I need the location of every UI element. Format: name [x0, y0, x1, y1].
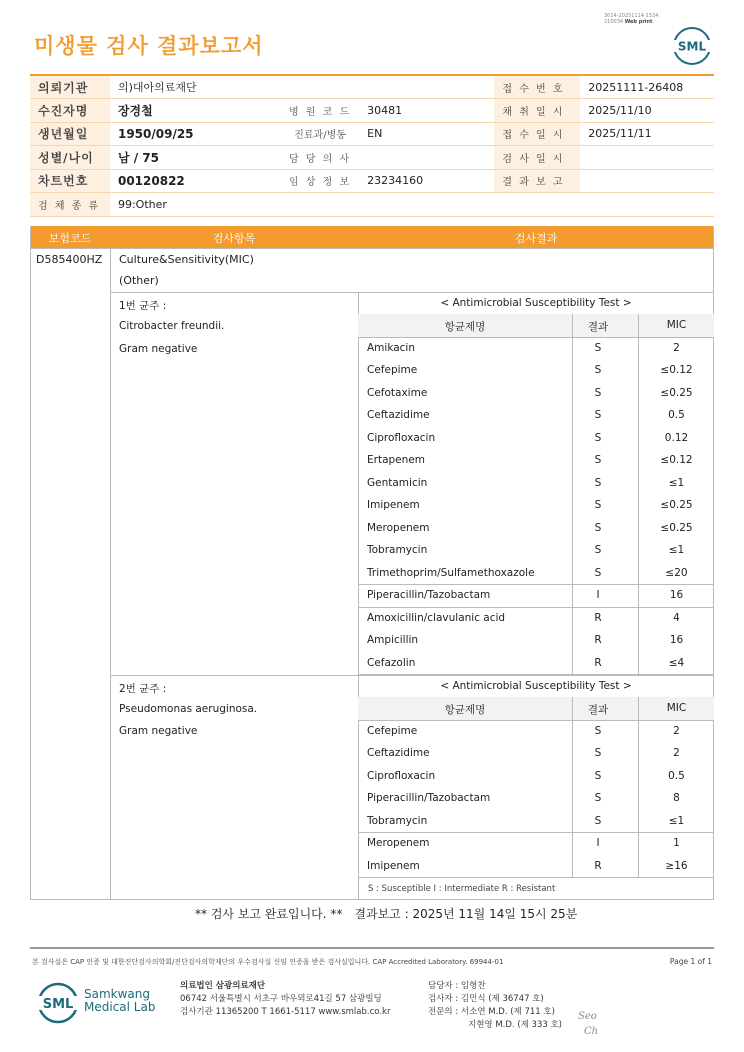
ast-row — [358, 539, 714, 562]
susceptibility-result: S — [594, 521, 602, 534]
ast-row — [358, 742, 714, 765]
ast-row — [358, 765, 714, 788]
drug-name: Ciprofloxacin — [367, 769, 436, 782]
mic-value: 2 — [673, 724, 680, 737]
susceptibility-result: R — [594, 859, 602, 872]
test-name: Culture&Sensitivity(MIC) — [119, 253, 254, 266]
ast-row — [358, 832, 714, 855]
organism1-label: 1번 균주 : — [119, 300, 167, 312]
ast-row — [358, 382, 714, 405]
print-info: 3014-20251114-1534 210034 Web print — [604, 13, 659, 25]
ast-row — [358, 720, 714, 743]
ast-row — [358, 629, 714, 652]
mic-value: 0.5 — [668, 409, 685, 421]
susceptibility-result: S — [594, 814, 602, 827]
ast-row — [358, 494, 714, 517]
mic-value: 8 — [673, 792, 680, 804]
susceptibility-result: R — [594, 656, 602, 669]
organism1-gram: Gram negative — [119, 343, 198, 355]
mic-value: ≤1 — [668, 476, 685, 489]
ast-row — [358, 359, 714, 382]
staff-list: 담당자 : 임형찬 검사자 : 김민식 (제 36747 호) 전문의 : 서소연 M.D. (제 711 호) 지현영 M.D. (제 333 호) — [428, 981, 563, 1030]
drug-name: Ceftazidime — [367, 409, 430, 421]
ast-header-row: 항균제명 결과 MIC — [358, 697, 714, 720]
mic-value: 4 — [673, 611, 680, 624]
drug-name: Meropenem — [367, 837, 430, 849]
drug-name: Imipenem — [367, 859, 420, 872]
drug-name: Imipenem — [367, 499, 420, 511]
ast-row — [358, 855, 714, 878]
drug-name: Cefazolin — [367, 656, 416, 669]
susceptibility-result: S — [594, 386, 602, 399]
ast-row — [358, 787, 714, 810]
ast-title: < Antimicrobial Susceptibility Test > — [440, 297, 632, 309]
organism2-name: Pseudomonas aeruginosa. — [119, 703, 258, 715]
company-name: Samkwang Medical Lab — [84, 987, 156, 1014]
ast-row — [358, 607, 714, 630]
susceptibility-result: R — [594, 634, 602, 646]
mic-value: ≤20 — [665, 566, 688, 579]
mic-value: ≤1 — [668, 544, 685, 556]
organism1-name: Citrobacter freundii. — [119, 320, 225, 332]
mic-value: ≥16 — [665, 859, 688, 872]
organism2-gram: Gram negative — [119, 725, 198, 737]
drug-name: Ciprofloxacin — [367, 431, 436, 444]
mic-value: ≤1 — [668, 814, 685, 827]
drug-name: Amoxicillin/clavulanic acid — [367, 611, 506, 624]
mic-value: 2 — [673, 341, 680, 354]
drug-name: Tobramycin — [367, 544, 428, 556]
svg-text:SML: SML — [42, 997, 74, 1012]
susceptibility-result: S — [594, 409, 602, 421]
susceptibility-result: I — [596, 589, 600, 601]
mic-value: 2 — [673, 747, 680, 759]
drug-name: Trimethoprim/Sulfamethoxazole — [367, 566, 535, 579]
ast-row — [358, 427, 714, 450]
legend: S : Susceptible I : Intermediate R : Resistant — [368, 884, 556, 894]
susceptibility-result: S — [594, 499, 602, 511]
organism2-label: 2번 균주 : — [119, 683, 167, 695]
ast-title: < Antimicrobial Susceptibility Test > — [440, 680, 632, 692]
mic-value: ≤4 — [668, 656, 685, 669]
susceptibility-result: S — [594, 454, 602, 466]
ast-header-row: 항균제명 결과 MIC — [358, 314, 714, 337]
drug-name: Meropenem — [367, 521, 430, 534]
samkwang-logo — [36, 981, 80, 1025]
susceptibility-result: S — [594, 431, 602, 444]
susceptibility-result: S — [594, 476, 602, 489]
drug-name: Cefotaxime — [367, 386, 428, 399]
company-address: 의료법인 삼광의료재단 06742 서울특별시 서초구 바우뫼로41길 57 삼광빌딩 검사기관 11365200 T 1661-5117 www.smlab.co.kr — [180, 981, 391, 1017]
susceptibility-result: I — [596, 837, 600, 849]
ast-row — [358, 449, 714, 472]
susceptibility-result: R — [594, 611, 602, 624]
drug-name: Ertapenem — [367, 454, 425, 466]
drug-name: Piperacillin/Tazobactam — [367, 792, 491, 804]
mic-value: ≤0.25 — [660, 521, 693, 534]
drug-name: Gentamicin — [367, 476, 428, 489]
signature-2: Ch — [584, 1026, 599, 1037]
ast-row — [358, 472, 714, 495]
ast-row — [358, 517, 714, 540]
mic-value: 0.12 — [664, 431, 689, 444]
ast-row — [358, 584, 714, 607]
mic-value: 16 — [669, 634, 684, 646]
ast-row — [358, 337, 714, 360]
page-number: Page 1 of 1 — [669, 957, 712, 966]
ast-row — [358, 404, 714, 427]
ast-row — [358, 810, 714, 833]
ast-row — [358, 562, 714, 585]
drug-name: Piperacillin/Tazobactam — [367, 589, 491, 601]
svg-text:SML: SML — [677, 39, 707, 54]
susceptibility-result: S — [594, 747, 602, 759]
mic-value: ≤0.12 — [660, 454, 693, 466]
mic-value: 16 — [669, 589, 684, 601]
drug-name: Ampicillin — [367, 634, 419, 646]
susceptibility-result: S — [594, 792, 602, 804]
results-header: 보험코드 검사항목 검사결과 — [30, 226, 714, 248]
mic-value: ≤0.12 — [660, 364, 693, 376]
susceptibility-result: S — [594, 544, 602, 556]
completion-line: ** 검사 보고 완료입니다. ** 결과보고 : 2025년 11월 14일 15시 25분 — [195, 907, 578, 921]
test-subtitle: (Other) — [119, 274, 159, 287]
mic-value: ≤0.25 — [660, 499, 693, 511]
drug-name: Ceftazidime — [367, 747, 430, 759]
susceptibility-result: S — [594, 566, 602, 579]
mic-value: 0.5 — [668, 769, 685, 782]
patient-info-table: 의뢰기관 의)대아의료재단 접 수 번 호 20251111-26408 수진자명 장경철 병 원 코 드 30481 채 취 일 시 2025/11/10 생년월일 1950/09/25 진료과/병동 EN 접 수 일 시 2025/11/11 성별/나이 남 / 75 담 당 의 사 검 사 일 시 차트번호 00120822 임 상 정 보 23234160 결 과 보 고 검 체 종 류 99:Other — [30, 74, 714, 217]
susceptibility-result: S — [594, 341, 602, 354]
signature-1: Seo — [578, 1011, 597, 1022]
susceptibility-result: S — [594, 769, 602, 782]
report-title: 미생물 검사 결과보고서 — [34, 34, 264, 58]
drug-name: Cefepime — [367, 364, 418, 376]
susceptibility-result: S — [594, 724, 602, 737]
mic-value: 1 — [673, 837, 680, 849]
mic-value: ≤0.25 — [660, 386, 693, 399]
susceptibility-result: S — [594, 364, 602, 376]
sml-logo — [672, 26, 712, 66]
ast-row — [358, 652, 714, 675]
accreditation-note: 본 검사실은 CAP 인증 및 대한진단검사의학회/진단검사의학재단의 우수검사실 신임 인증을 받은 검사실입니다. CAP Accredited Laboratory. 69944-01 — [32, 958, 504, 966]
drug-name: Tobramycin — [367, 814, 428, 827]
drug-name: Amikacin — [367, 341, 416, 354]
drug-name: Cefepime — [367, 724, 418, 737]
insurance-code: D585400HZ — [36, 253, 103, 266]
